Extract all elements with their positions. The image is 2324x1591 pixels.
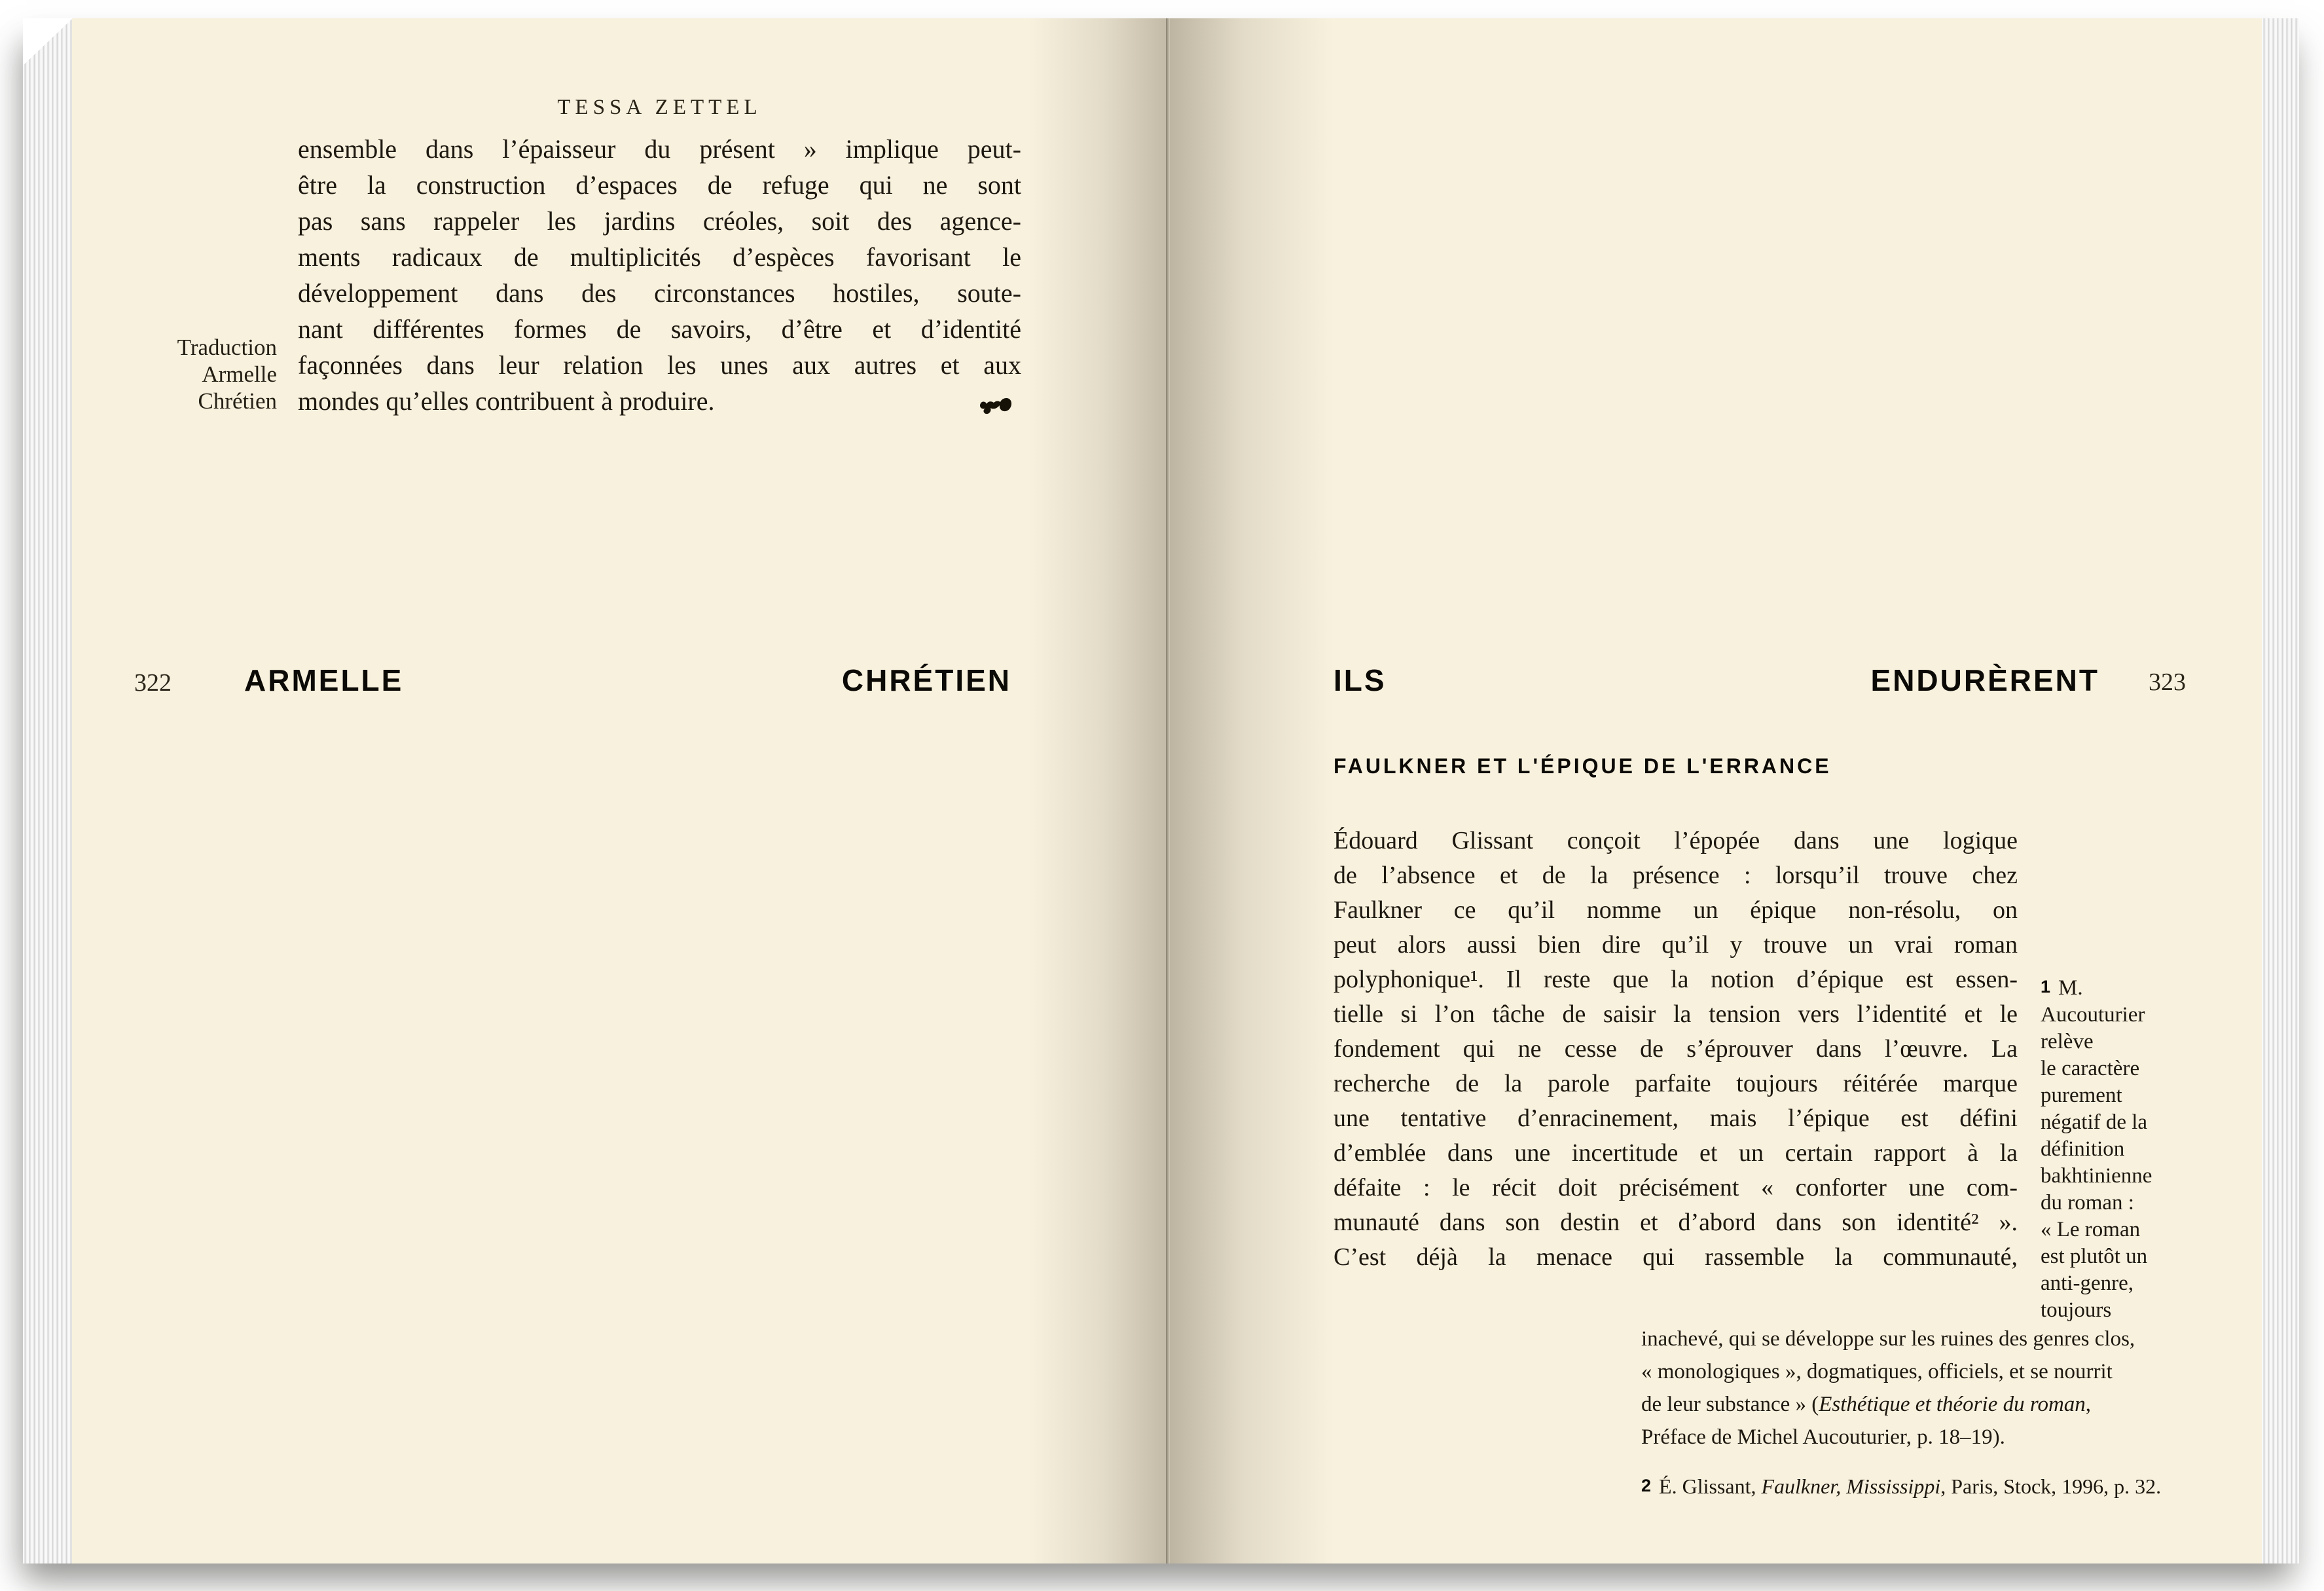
chapter-title-header bbox=[1334, 663, 2099, 698]
text-line: tielle si l’on tâche de saisir la tension vers l’identité et le bbox=[1334, 1000, 2018, 1028]
text-line: de l’absence et de la présence : lorsqu’il trouve chez bbox=[1334, 862, 2018, 889]
text-line: être la construction d’espaces de refuge qui ne sont bbox=[298, 170, 1021, 200]
right-page bbox=[1170, 18, 2262, 1564]
margin-note-line: Aucouturier bbox=[2041, 1003, 2145, 1027]
margin-footnote-text: M. bbox=[2058, 976, 2083, 1000]
footnote-text: , bbox=[2085, 1393, 2092, 1416]
text-line-last bbox=[298, 383, 1021, 419]
gutter-shadow-left bbox=[1028, 18, 1166, 1564]
margin-note-line: le caractère bbox=[2041, 1057, 2140, 1080]
text-line: nant différentes formes de savoirs, d’être et d’identité bbox=[298, 314, 1021, 344]
text-line: Édouard Glissant conçoit l’épopée dans une logique bbox=[1334, 827, 2018, 854]
margin-note-lines bbox=[124, 334, 277, 414]
section-heading: FAULKNER ET L'ÉPIQUE DE L'ERRANCE bbox=[1334, 754, 1832, 778]
text-line: Faulkner ce qu’il nomme un épique non-résolu, on bbox=[1334, 896, 2018, 924]
margin-note-line: anti-genre, bbox=[2041, 1271, 2134, 1295]
text-line: ensemble dans l’épaisseur du présent » implique peut- bbox=[298, 134, 1021, 164]
body-paragraph bbox=[298, 131, 1021, 419]
book-spread bbox=[23, 18, 2299, 1564]
margin-note-line: « Le roman bbox=[2041, 1218, 2141, 1241]
running-title-left: ARMELLE bbox=[244, 663, 404, 697]
text-line: ments radicaux de multiplicités d’espèces favorisant le bbox=[298, 242, 1021, 272]
text-line: une tentative d’enracinement, mais l’épique est défini bbox=[1334, 1105, 2018, 1132]
running-title-right: CHRÉTIEN bbox=[841, 663, 1011, 697]
footnote-line bbox=[1641, 1388, 2230, 1421]
chapter-title-left: ILS bbox=[1334, 663, 1387, 697]
page-number: 322 bbox=[134, 669, 172, 697]
page-number: 323 bbox=[2149, 668, 2186, 696]
chapter-title-right: ENDURÈRENT bbox=[1870, 663, 2099, 697]
gutter bbox=[1166, 18, 1170, 1564]
fleuron-ornament-icon bbox=[978, 390, 1012, 426]
footnote-marker: 1 bbox=[2041, 977, 2051, 997]
text-line: peut alors aussi bien dire qu’il y trouve un vrai roman bbox=[1334, 931, 2018, 959]
margin-note-line: bakhtinienne bbox=[2041, 1164, 2152, 1188]
paragraph-lines bbox=[298, 131, 1021, 383]
text-line: développement dans des circonstances hostiles, soute- bbox=[298, 278, 1021, 308]
margin-footnote-1 bbox=[2041, 974, 2201, 1324]
margin-note-translation bbox=[124, 334, 277, 414]
margin-note-line: est plutôt un bbox=[2041, 1245, 2148, 1268]
page-edge-stack-left bbox=[23, 18, 72, 1564]
margin-footnote-lines bbox=[2041, 1002, 2201, 1324]
text-line: recherche de la parole parfaite toujours réitérée marque bbox=[1334, 1070, 2018, 1097]
margin-note-line: du roman : bbox=[2041, 1191, 2134, 1215]
running-header-author: TESSA ZETTEL bbox=[557, 96, 762, 119]
text-line: façonnées dans leur relation les unes aux autres et aux bbox=[298, 350, 1021, 380]
footnote-1-continuation bbox=[1641, 1323, 2230, 1454]
running-footer bbox=[134, 663, 1011, 698]
footnote-book-title: Esthétique et théorie du roman bbox=[1819, 1393, 2086, 1416]
text-line: d’emblée dans une incertitude et un certain rapport à la bbox=[1334, 1139, 2018, 1167]
text-line: fondement qui ne cesse de s’éprouver dans l’œuvre. La bbox=[1334, 1035, 2018, 1063]
text-line: C’est déjà la menace qui rassemble la communauté, bbox=[1334, 1243, 2018, 1271]
margin-note-line: Chrétien bbox=[198, 388, 277, 414]
margin-note-line: Traduction bbox=[177, 335, 277, 360]
gutter-shadow-right bbox=[1170, 18, 1334, 1564]
page-edge-stack-right bbox=[2262, 18, 2299, 1564]
footnote-text: É. Glissant, bbox=[1659, 1474, 1762, 1498]
margin-note-line: négatif de la bbox=[2041, 1110, 2148, 1134]
text-line: polyphonique¹. Il reste que la notion d’épique est essen- bbox=[1334, 966, 2018, 993]
footnote-line: inachevé, qui se développe sur les ruines des genres clos, bbox=[1641, 1327, 2135, 1351]
footnote-text: de leur substance » ( bbox=[1641, 1393, 1819, 1416]
body-paragraph bbox=[1334, 824, 2018, 1275]
footnote-book-title: Faulkner, Mississippi bbox=[1761, 1474, 1941, 1498]
text-line: pas sans rappeler les jardins créoles, soit des agence- bbox=[298, 206, 1021, 236]
text-line: munauté dans son destin et d’abord dans son identité² ». bbox=[1334, 1209, 2018, 1236]
margin-note-line: Armelle bbox=[202, 361, 277, 387]
footnote-marker: 2 bbox=[1641, 1476, 1652, 1495]
paragraph-lines bbox=[1334, 824, 2018, 1275]
text-line-last-text: mondes qu’elles contribuent à produire. bbox=[298, 386, 715, 416]
running-title bbox=[244, 663, 1011, 698]
footnote-line: Préface de Michel Aucouturier, p. 18–19). bbox=[1641, 1425, 2005, 1449]
margin-note-line: purement bbox=[2041, 1084, 2122, 1107]
margin-note-line: définition bbox=[2041, 1137, 2125, 1161]
footnote-line: « monologiques », dogmatiques, officiels, et se nourrit bbox=[1641, 1360, 2113, 1383]
footnote-text: , Paris, Stock, 1996, p. 32. bbox=[1940, 1474, 2162, 1498]
margin-footnote-first-line bbox=[2041, 974, 2201, 1002]
margin-note-line: toujours bbox=[2041, 1298, 2112, 1322]
footnote-2 bbox=[1641, 1474, 2257, 1499]
margin-note-line: relève bbox=[2041, 1030, 2094, 1053]
text-line: défaite : le récit doit précisément « conforter une com- bbox=[1334, 1174, 2018, 1201]
left-page bbox=[72, 18, 1166, 1564]
